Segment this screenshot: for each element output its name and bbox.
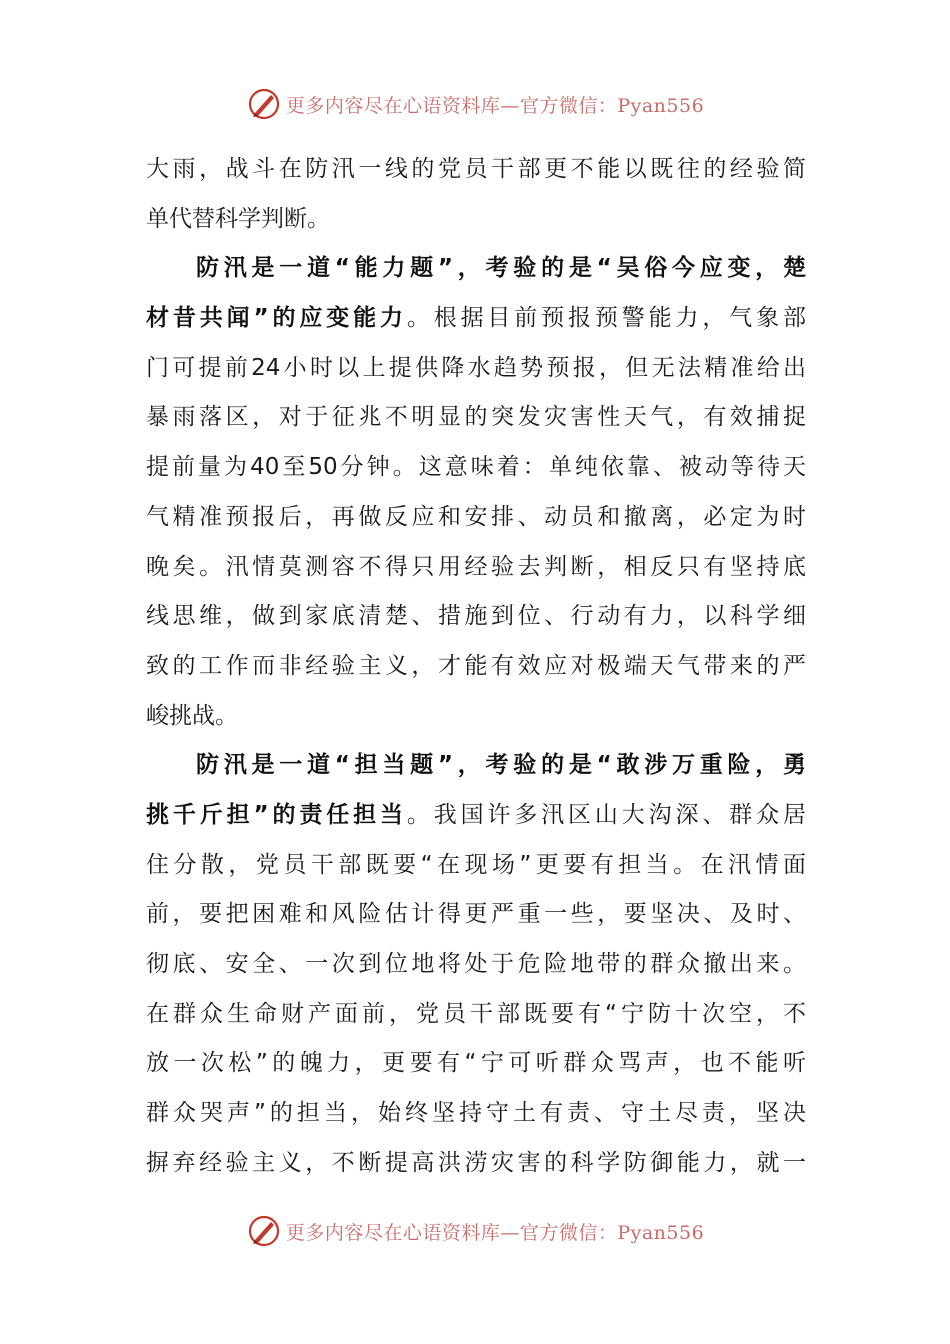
text-line: [146, 294, 806, 344]
text-run: 在群众生命财产面前，党员干部既要有“宁防十次空，不: [146, 1000, 806, 1027]
text-line: [146, 642, 806, 692]
text-run: 峻挑战。: [146, 702, 238, 729]
text-line: [146, 145, 806, 195]
text-line: [146, 692, 806, 742]
bold-text-run: 防汛是一道“能力题”，考验的是“吴俗今应变，楚: [196, 255, 806, 282]
text-run: 大雨，战斗在防汛一线的党员干部更不能以既往的经验简: [146, 156, 806, 182]
bold-text-run: 防汛是一道“担当题”，考验的是“敢涉万重险，勇: [196, 752, 806, 779]
text-line: [146, 990, 806, 1040]
header-banner: [0, 84, 950, 124]
text-line: [146, 344, 806, 394]
header-banner-text: 更多内容尽在心语资料库—官方微信：Pyan556: [285, 94, 705, 117]
text-run: 晚矣。汛情莫测容不得只用经验去判断，相反只有坚持底: [146, 553, 806, 580]
text-run: 暴雨落区，对于征兆不明显的突发灾害性天气，有效捕捉: [146, 404, 806, 431]
text-run: 。我国许多汛区山大沟深、群众居: [406, 801, 806, 828]
text-line: [146, 592, 806, 642]
text-line: [146, 940, 806, 990]
text-run: 提前量为40至50分钟。这意味着：单纯依靠、被动等待天: [146, 454, 806, 481]
text-run: 气精准预报后，再做反应和安排、动员和撤离，必定为时: [146, 503, 806, 530]
text-line: [146, 543, 806, 593]
text-line: [146, 841, 806, 891]
text-run: 放一次松”的魄力，更要有“宁可听群众骂声，也不能听: [146, 1050, 806, 1077]
text-run: 。根据目前预报预警能力，气象部: [406, 305, 806, 332]
text-run: 致的工作而非经验主义，才能有效应对极端天气带来的严: [146, 652, 806, 679]
text-line: [146, 791, 806, 841]
text-line: [146, 493, 806, 543]
text-line: [146, 890, 806, 940]
text-line: [146, 393, 806, 443]
text-line: [146, 1139, 806, 1189]
text-line: [146, 443, 806, 493]
text-run: 前，要把困难和风险估计得更严重一些，要坚决、及时、: [146, 901, 806, 928]
text-line: [146, 244, 806, 294]
footer-banner: [0, 1211, 950, 1251]
text-line: [146, 1039, 806, 1089]
text-line: [146, 195, 806, 245]
text-run: 群众哭声”的担当，始终坚持守土有责、守土尽责，坚决: [146, 1100, 806, 1127]
text-line: [146, 1089, 806, 1139]
bold-text-run: 材昔共闻”的应变能力: [146, 305, 407, 332]
bold-text-run: 挑千斤担”的责任担当: [146, 801, 407, 828]
text-run: 彻底、安全、一次到位地将处于危险地带的群众撤出来。: [146, 951, 806, 977]
text-run: 摒弃经验主义，不断提高洪涝灾害的科学防御能力，就一: [146, 1149, 806, 1176]
text-run: 住分散，党员干部既要“在现场”更要有担当。在汛情面: [146, 851, 806, 878]
document-body: [146, 145, 806, 1188]
text-run: 单代替科学判断。: [146, 205, 330, 232]
pen-logo-icon: [246, 1213, 282, 1249]
text-line: [146, 741, 806, 791]
text-run: 线思维，做到家底清楚、措施到位、行动有力，以科学细: [146, 603, 806, 630]
footer-banner-text: 更多内容尽在心语资料库—官方微信：Pyan556: [285, 1221, 705, 1244]
pen-logo-icon: [246, 86, 282, 122]
text-run: 门可提前24小时以上提供降水趋势预报，但无法精准给出: [146, 354, 806, 381]
